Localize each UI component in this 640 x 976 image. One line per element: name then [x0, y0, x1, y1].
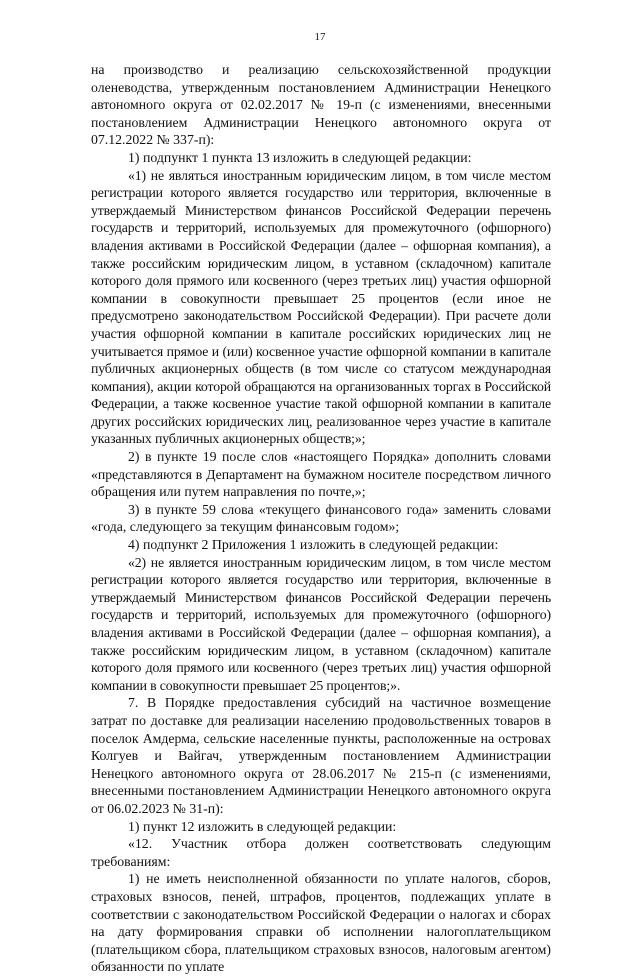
paragraph-quote-3: «12. Участник отбора должен соответствовать следующим требованиям: [91, 836, 551, 869]
paragraph-item-4: 4) подпункт 2 Приложения 1 изложить в следующей редакции: [128, 537, 499, 553]
page-number: 17 [314, 31, 326, 43]
paragraph-section-7: 7. В Порядке предоставления субсидий на частичное возмещение затрат по доставке для реализации населению продовольственных товаров в поселок Амдерма, сельские населенные пункты, расположенные на островах Колгуев и Вайгач, утвержденным постановлением Администрации Ненецкого автономного округа от 28.06.2017 № 215-п (с изменениями, внесенными постановлением Администрации Ненецкого автономного округа от 06.02.2023 № 31-п): [91, 695, 551, 816]
paragraph-item-2: 2) в пункте 19 после слов «настоящего Порядка» дополнить словами «представляются в Департамент на бумажном носителе посредством личного обращения или путем направления по почте,»; [91, 449, 551, 500]
document-body [91, 61, 551, 976]
paragraph-requirement-1: 1) не иметь неисполненной обязанности по уплате налогов, сборов, страховых взносов, пеней, штрафов, процентов, подлежащих уплате в соответствии с законодательством Российской Федерации о налогах и сборах на дату формирования справки об исполнении налогоплательщиком (плательщиком сбора, плательщиком страховых взносов, налоговым агентом) обязанности по уплате [91, 871, 551, 975]
paragraph-item-1-b: 1) пункт 12 изложить в следующей редакции: [128, 818, 397, 834]
paragraph-continuation: на производство и реализацию сельскохозяйственной продукции оленеводства, утвержденным постановлением Администрации Ненецкого автономного округа от 02.02.2017 № 19-п (с изменениями, внесенными постановлением Администрации Ненецкого автономного округа от 07.12.2022 № 337-п): [91, 62, 551, 148]
paragraph-quote-2: «2) не является иностранным юридическим лицом, в том числе местом регистрации которого является государство или территория, включенные в утверждаемый Министерством финансов Российской Федерации перечень государств и территорий, используемых для промежуточного (офшорного) владения активами в Российской Федерации (далее – офшорная компания), а также российским юридическим лицом, в уставном (складочном) капитале которого доля прямого или косвенного (через третьих лиц) участия офшорной компании в совокупности превышает 25 процентов;». [91, 554, 551, 693]
paragraph-item-3: 3) в пункте 59 слова «текущего финансового года» заменить словами «года, следующего за текущим финансовым годом»; [91, 501, 551, 535]
paragraph-quote-1: «1) не являться иностранным юридическим лицом, в том числе местом регистрации которого является государство или территория, включенные в утверждаемый Министерством финансов Российской Федерации перечень государств и территорий, используемых для промежуточного (офшорного) владения активами в Российской Федерации (далее – офшорная компания), а также российским юридическим лицом, в уставном (складочном) капитале которого доля прямого или косвенного (через третьих лиц) участия офшорной компании в совокупности превышает 25 процентов (если иное не предусмотрено законодательством Российской Федерации). При расчете доли участия офшорной компании в капитале российских юридических лиц не учитывается прямое и (или) косвенное участие офшорной компании в капитале публичных акционерных обществ (в том числе со статусом международная компания), акции которой обращаются на организованных торгах в Российской Федерации, а также косвенное участие такой офшорной компании в капитале других российских юридических лиц, реализованное через участие в капитале указанных публичных акционерных обществ;»; [91, 167, 551, 447]
paragraph-item-1: 1) подпункт 1 пункта 13 изложить в следующей редакции: [128, 149, 472, 165]
